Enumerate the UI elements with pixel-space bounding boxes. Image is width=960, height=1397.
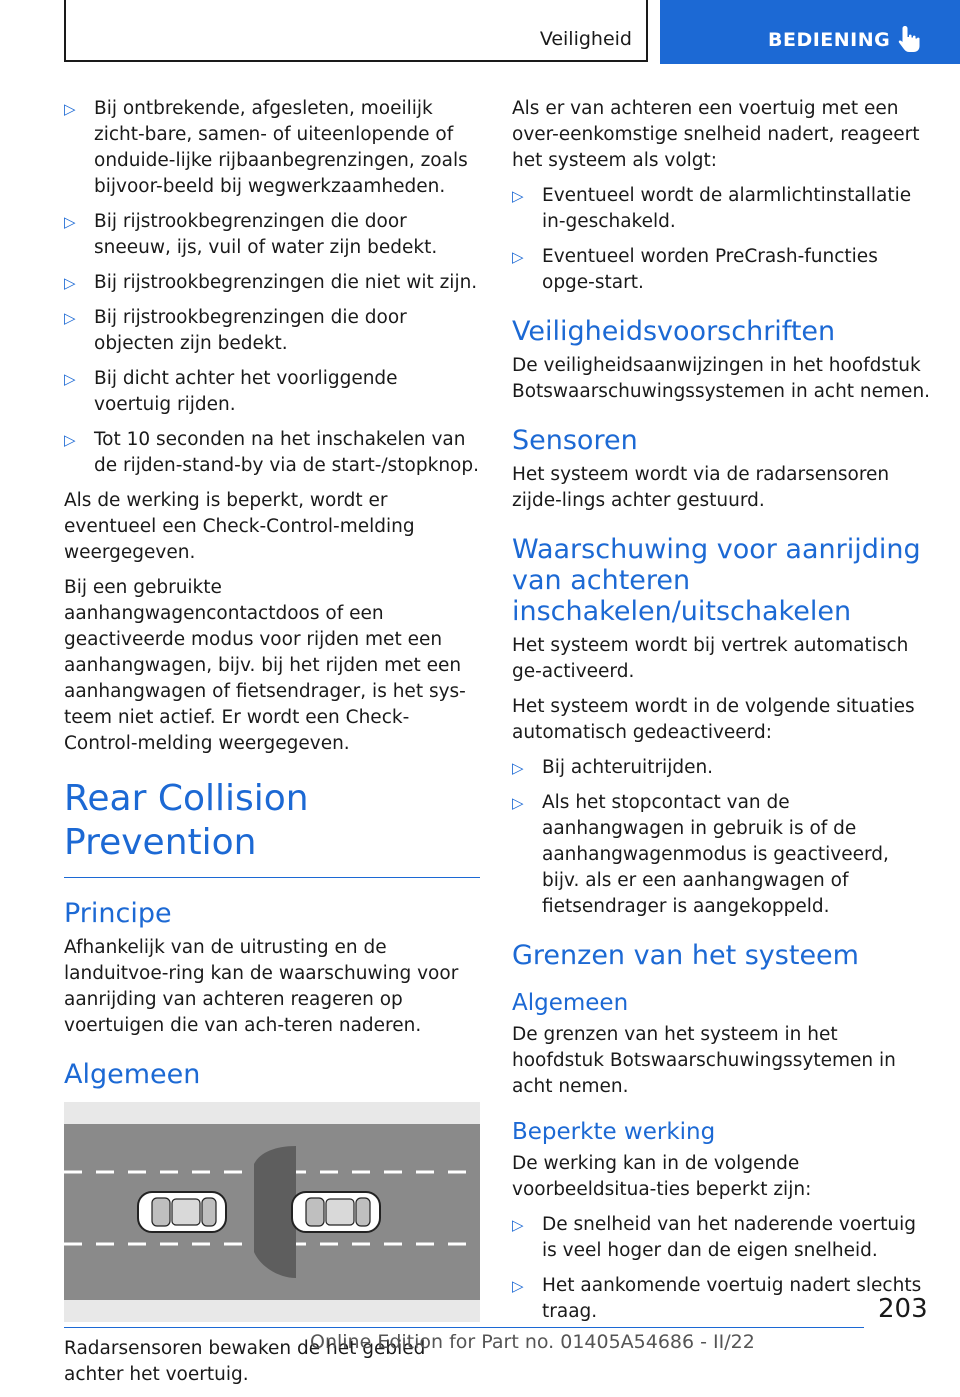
- radar-diagram: [64, 1102, 480, 1322]
- triangle-bullet-icon: ▷: [512, 759, 524, 777]
- list-item: ▷ Tot 10 seconden na het inschakelen van de rijden-stand-by via de start-/stopknop.: [64, 429, 480, 476]
- paragraph: Het systeem wordt bij vertrek automatisch ge-activeerd.: [512, 635, 909, 682]
- triangle-bullet-icon: ▷: [512, 187, 524, 205]
- limited-list: [512, 1212, 932, 1325]
- list-item: ▷ De snelheid van het naderende voertuig is veel hoger dan de eigen snelheid.: [512, 1214, 917, 1261]
- right-column: [512, 96, 932, 1334]
- list-item: ▷ Eventueel wordt de alarmlichtinstallatie in-geschakeld.: [512, 185, 912, 232]
- paragraph: Bij een gebruikte aanhangwagencontactdoos of een geactiveerde modus voor rijden met een aanhangwagen, bijv. bij het rijden met een aanhangwagen of fietsendrager, is het sys-teem niet actief. Er wordt een Check-Control-melding weergegeven.: [64, 577, 466, 754]
- car-icon: [292, 1192, 380, 1232]
- radar-zone: [254, 1146, 296, 1278]
- triangle-bullet-icon: ▷: [512, 248, 524, 266]
- section-heading-sensors: Sensoren: [512, 425, 638, 456]
- triangle-bullet-icon: ▷: [64, 309, 76, 327]
- list-item: ▷ Bij rijstrookbegrenzingen die door objecten zijn bedekt.: [64, 307, 407, 354]
- triangle-bullet-icon: ▷: [64, 213, 76, 231]
- deactivate-list: [512, 755, 932, 920]
- list-item: ▷ Bij rijstrookbegrenzingen die niet wit zijn.: [64, 270, 480, 296]
- list-item: ▷ Bij rijstrookbegrenzingen die door sneeuw, ijs, vuil of water zijn bedekt.: [64, 211, 438, 258]
- subsection-heading-general: Algemeen: [512, 990, 629, 1016]
- paragraph: Het systeem wordt in de volgende situaties automatisch gedeactiveerd:: [512, 696, 915, 743]
- subsection-heading-limited: Beperkte werking: [512, 1119, 716, 1145]
- page-number: 203: [878, 1294, 928, 1324]
- paragraph: De grenzen van het systeem in het hoofdstuk Botswaarschuwingssytemen in acht nemen.: [512, 1024, 896, 1097]
- paragraph: Het systeem wordt via de radarsensoren zijde-lings achter gestuurd.: [512, 464, 890, 511]
- page-header: [0, 0, 960, 66]
- section-heading-principe: Principe: [64, 898, 172, 929]
- triangle-bullet-icon: ▷: [512, 1277, 524, 1295]
- section-heading-algemeen: Algemeen: [64, 1059, 201, 1090]
- list-item: ▷ Het aankomende voertuig nadert slechts traag.: [512, 1275, 922, 1322]
- section-heading-toggle: Waarschuwing voor aanrijding van achteren inschakelen/uitschakelen: [512, 534, 921, 627]
- list-item: ▷ Als het stopcontact van de aanhangwagen in gebruik is of de aanhangwagenmodus is geactiveerd, bijv. als er een aanhangwagen of fietsendrager is aangekoppeld.: [512, 792, 889, 917]
- paragraph: Als de werking is beperkt, wordt er eventueel een Check-Control-melding weergegeven.: [64, 490, 415, 563]
- hand-pointer-icon: [896, 24, 924, 54]
- triangle-bullet-icon: ▷: [64, 274, 76, 292]
- triangle-bullet-icon: ▷: [64, 431, 76, 449]
- section-heading-limits: Grenzen van het systeem: [512, 940, 859, 971]
- section-title: Veiligheid: [539, 28, 632, 50]
- section-heading-safety: Veiligheidsvoorschriften: [512, 316, 836, 347]
- limitation-list: [64, 96, 480, 479]
- triangle-bullet-icon: ▷: [512, 1216, 524, 1234]
- paragraph: Als er van achteren een voertuig met een over-eenkomstige snelheid nadert, reageert het systeem als volgt:: [512, 98, 920, 171]
- chapter-heading: Rear Collision Prevention: [64, 777, 480, 878]
- paragraph: De veiligheidsaanwijzingen in het hoofdstuk Botswaarschuwingssystemen in acht nemen.: [512, 355, 931, 402]
- radar-illustration: [64, 1102, 480, 1322]
- list-item: ▷ Bij dicht achter het voorliggende voertuig rijden.: [64, 368, 398, 415]
- footer-edition: Online Edition for Part no. 01405A54686 - II/22: [310, 1331, 755, 1353]
- list-item: ▷ Bij achteruitrijden.: [512, 755, 932, 781]
- chapter-tab: [660, 0, 960, 64]
- list-item: ▷ Bij ontbrekende, afgesleten, moeilijk zicht-bare, samen- of uiteenlopende of onduide-lijke rijbaanbegrenzingen, zoals bijvoor-beeld bij wegwerkzaamheden.: [64, 98, 468, 197]
- paragraph: De werking kan in de volgende voorbeeldsitua-ties beperkt zijn:: [512, 1153, 812, 1200]
- section-tab: [64, 0, 648, 62]
- left-column: [64, 96, 480, 1397]
- chapter-title: BEDIENING: [768, 29, 891, 51]
- triangle-bullet-icon: ▷: [64, 370, 76, 388]
- paragraph: Afhankelijk van de uitrusting en de landuitvoe-ring kan de waarschuwing voor aanrijding van achteren reageren op voertuigen die van ach-teren naderen.: [64, 937, 459, 1036]
- car-icon: [138, 1192, 226, 1232]
- triangle-bullet-icon: ▷: [512, 794, 524, 812]
- footer-divider: [64, 1327, 864, 1328]
- figure-caption: Radarsensoren bewaken de het gebied achter het voertuig.: [64, 1338, 426, 1385]
- triangle-bullet-icon: ▷: [64, 100, 76, 118]
- reaction-list: [512, 183, 932, 296]
- list-item: ▷ Eventueel worden PreCrash-functies opge-start.: [512, 246, 878, 293]
